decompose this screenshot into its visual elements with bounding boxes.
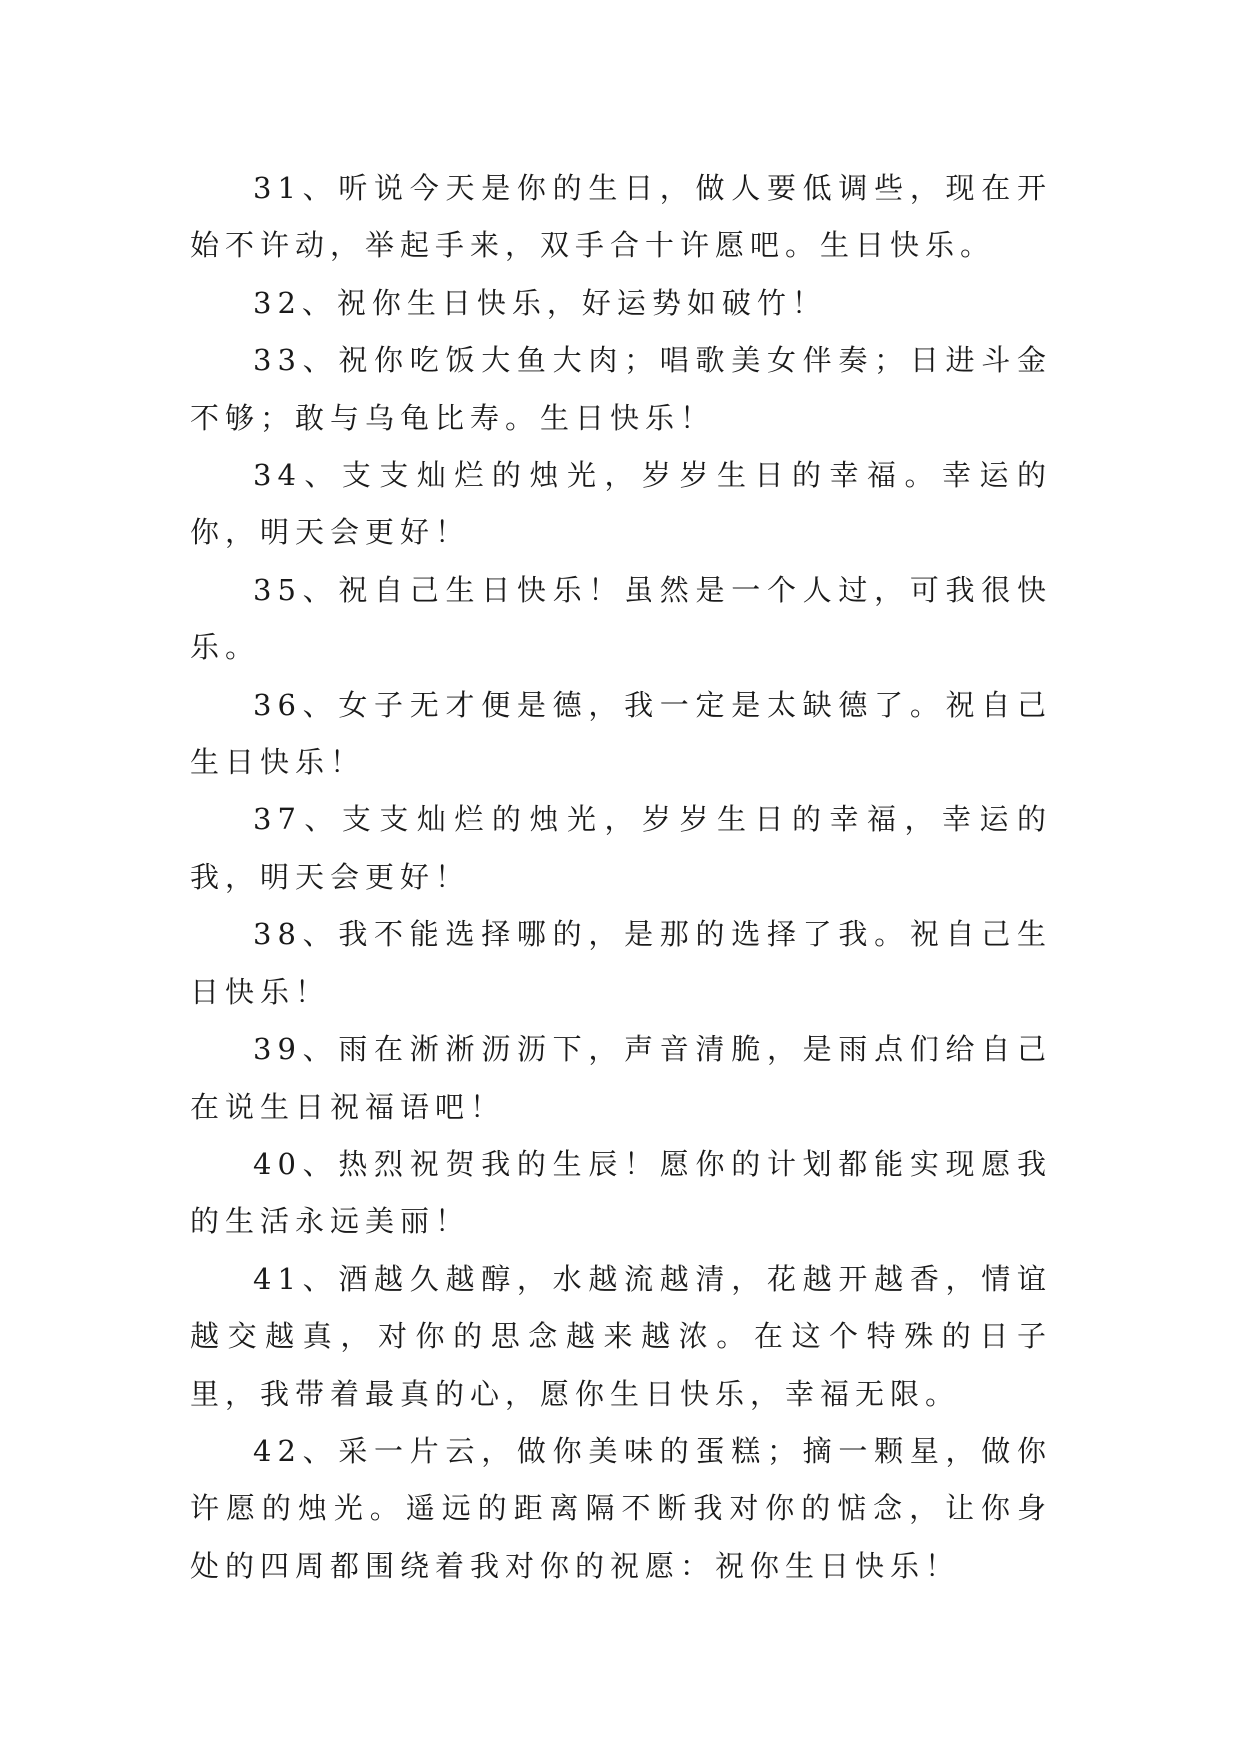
paragraph-34: 34、支支灿烂的烛光，岁岁生日的幸福。幸运的你，明天会更好！ [190,458,1052,550]
document-body [190,160,1052,1595]
paragraph-42: 42、采一片云，做你美味的蛋糕；摘一颗星，做你许愿的烛光。遥远的距离隔不断我对你的惦念，让你身处的四周都围绕着我对你的祝愿：祝你生日快乐！ [190,1433,1052,1583]
paragraph-40: 40、热烈祝贺我的生辰！愿你的计划都能实现愿我的生活永远美丽！ [190,1146,1052,1239]
paragraph-31: 31、听说今天是你的生日，做人要低调些，现在开始不许动，举起手来，双手合十许愿吧。生日快乐。 [190,171,1052,263]
paragraph-39: 39、雨在淅淅沥沥下，声音清脆，是雨点们给自己在说生日祝福语吧！ [190,1032,1052,1124]
paragraph-33: 33、祝你吃饭大鱼大肉；唱歌美女伴奏；日进斗金不够；敢与乌龟比寿。生日快乐！ [190,343,1052,435]
paragraph-32: 32、祝你生日快乐，好运势如破竹！ [253,285,827,320]
paragraph-37: 37、支支灿烂的烛光，岁岁生日的幸福，幸运的我，明天会更好！ [190,802,1052,894]
paragraph-38: 38、我不能选择哪的，是那的选择了我。祝自己生日快乐！ [190,917,1052,1009]
paragraph-36: 36、女子无才便是德，我一定是太缺德了。祝自己生日快乐！ [190,687,1052,780]
paragraph-41: 41、酒越久越醇，水越流越清，花越开越香，情谊越交越真，对你的思念越来越浓。在这个特殊的日子里，我带着最真的心，愿你生日快乐，幸福无限。 [190,1261,1052,1411]
paragraph-35: 35、祝自己生日快乐！虽然是一个人过，可我很快乐。 [190,572,1052,665]
